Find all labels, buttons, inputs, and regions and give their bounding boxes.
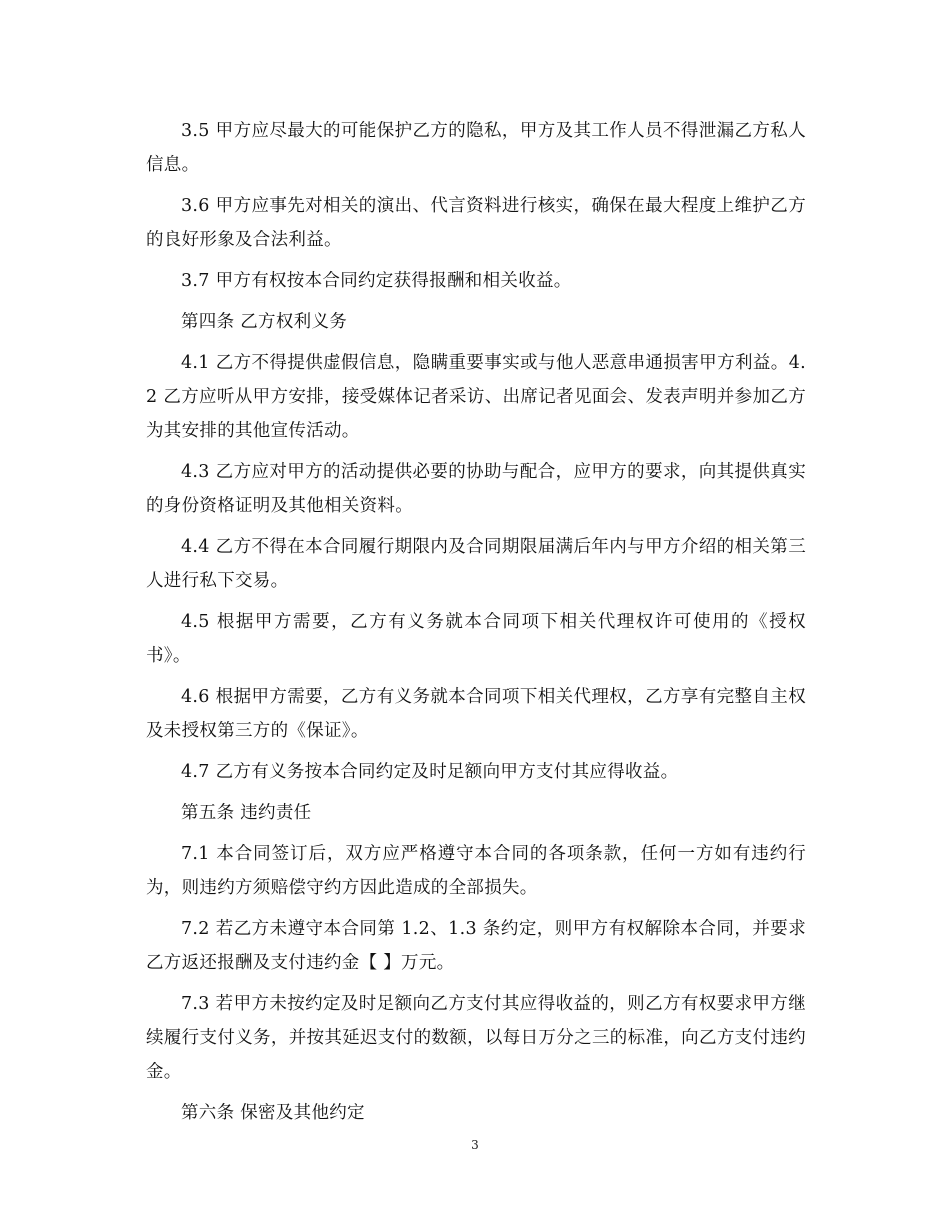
- clause-7-2: 7.2 若乙方未遵守本合同第 1.2、1.3 条约定，则甲方有权解除本合同，并要求 乙方返还报酬及支付违约金【 】万元。: [146, 919, 806, 973]
- clause-3-5: 3.5 甲方应尽最大的可能保护乙方的隐私，甲方及其工作人员不得泄漏乙方私人信息。: [146, 121, 806, 175]
- page-number: 3: [471, 1138, 479, 1152]
- clause-4-7: 4.7 乙方有义务按本合同约定及时足额向甲方支付其应得收益。: [181, 762, 679, 782]
- clause-4-6: 4.6 根据甲方需要，乙方有义务就本合同项下相关代理权，乙方享有完整自主权及未授权第三方的《保证》。: [146, 687, 806, 741]
- clause-7-3: 7.3 若甲方未按约定及时足额向乙方支付其应得收益的，则乙方有权要求甲方继续履行支付义务，并按其延迟支付的数额，以每日万分之三的标准，向乙方支付违约金。: [146, 994, 806, 1082]
- section-heading-article-4: 第四条 乙方权利义务: [181, 312, 348, 332]
- section-heading-article-5: 第五条 违约责任: [181, 803, 312, 823]
- section-heading-article-6: 第六条 保密及其他约定: [181, 1103, 365, 1123]
- clause-3-7: 3.7 甲方有权按本合同约定获得报酬和相关收益。: [181, 271, 572, 291]
- clause-4-3: 4.3 乙方应对甲方的活动提供必要的协助与配合，应甲方的要求，向其提供真实的身份资格证明及其他相关资料。: [146, 462, 806, 516]
- clause-4-1-4-2: 4.1 乙方不得提供虚假信息，隐瞒重要事实或与他人恶意串通损害甲方利益。4.2 乙方应听从甲方安排，接受媒体记者采访、出席记者见面会、发表声明并参加乙方为其安排的其他宣传活动。: [146, 353, 806, 441]
- clause-7-1: 7.1 本合同签订后，双方应严格遵守本合同的各项条款，任何一方如有违约行为，则违约方须赔偿守约方因此造成的全部损失。: [146, 844, 806, 898]
- document-body: [146, 114, 806, 1137]
- clause-4-4: 4.4 乙方不得在本合同履行期限内及合同期限届满后年内与甲方介绍的相关第三人进行私下交易。: [146, 537, 806, 591]
- clause-4-5: 4.5 根据甲方需要，乙方有义务就本合同项下相关代理权许可使用的《授权书》。: [146, 612, 806, 666]
- clause-3-6: 3.6 甲方应事先对相关的演出、代言资料进行核实，确保在最大程度上维护乙方的良好形象及合法利益。: [146, 196, 806, 250]
